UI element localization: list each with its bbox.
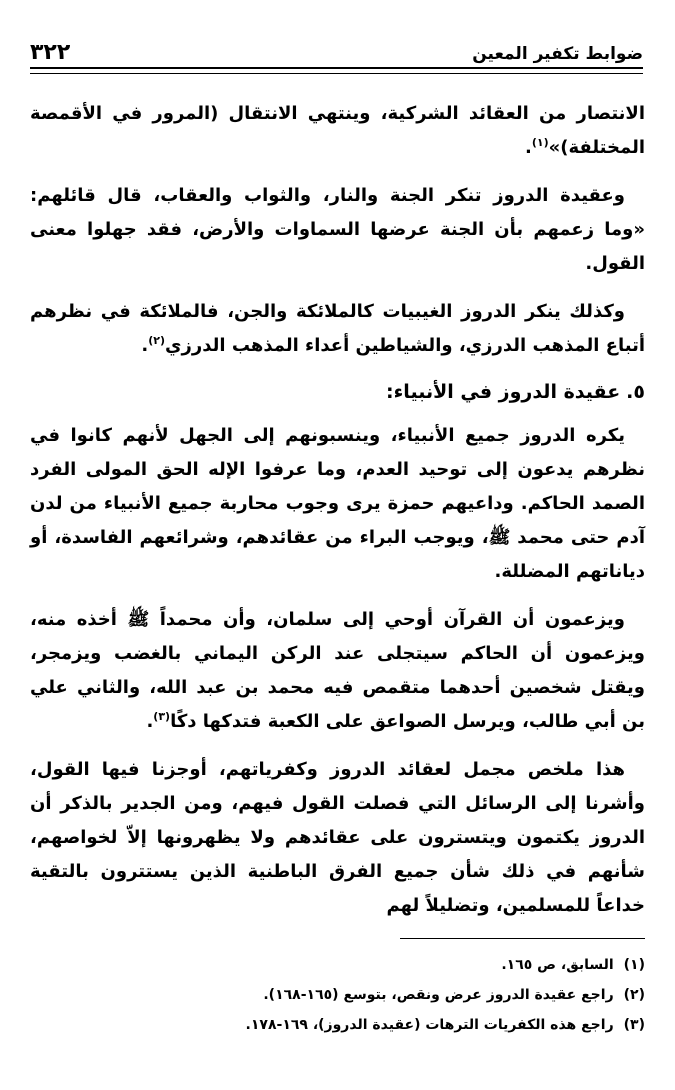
footnote-ref-3: (٣) (153, 710, 171, 723)
header-rule (30, 67, 643, 74)
paragraph-1: الانتصار من العقائد الشركية، وينتهي الانتقال (المرور في الأقمصة المختلفة)»$^{(١)}$. (30, 103, 645, 158)
page-number: ٣٢٢ (30, 40, 71, 65)
footnote-1: (١)السابق، ص ١٦٥. (501, 957, 645, 973)
footnote-ref-2: (٢) (148, 334, 165, 347)
footnotes (40, 950, 645, 1040)
main-text (30, 97, 645, 937)
footnote-separator (400, 938, 645, 939)
paragraph-5: ويزعمون أن القرآن أوحي إلى سلمان، وأن محمداً ﷺ أخذه منه، ويزعمون أن الحاكم سيتجلى عند الركن اليماني بالغضب ويزمجر، ويقتل شخصين أحدهما متقمص فيه محمد بن عبد الله، والثاني علي بن أبي طالب، ويرسل الصواعق على الكعبة فتدكها دكًا$^{(٣)}$. (30, 609, 645, 732)
paragraph-4: يكره الدروز جميع الأنبياء، وينسبونهم إلى الجهل لأنهم كانوا في نظرهم يدعون إلى توحيد العدم، وما عرفوا الإله الحق المولى الفرد الصمد الحاكم. وداعيهم حمزة يرى وجوب محاربة جميع الأنبياء من لدن آدم حتى محمد ﷺ، ويوجب البراء من عقائدهم، وشرائعهم الفاسدة، أو دياناتهم المضللة. (30, 425, 645, 582)
paragraph-2: وعقيدة الدروز تنكر الجنة والنار، والثواب والعقاب، قال قائلهم: «وما زعمهم بأن الجنة عرضها السماوات والأرض، فقد جهلوا معنى القول. (30, 185, 645, 274)
section-number: ٥. (626, 381, 645, 403)
paragraph-3: وكذلك ينكر الدروز الغيبيات كالملائكة والجن، فالملائكة في نظرهم أتباع المذهب الدرزي، والشياطين أعداء المذهب الدرزي$^{(٢)}$. (30, 301, 645, 356)
section-title: عقيدة الدروز في الأنبياء: (386, 381, 621, 403)
section-heading (30, 377, 645, 407)
running-title: ضوابط تكفير المعين (472, 44, 643, 64)
footnote-3: (٣)راجع هذه الكفريات الترهات (عقيدة الدروز)، ١٦٩-١٧٨. (245, 1017, 645, 1033)
footnote-2: (٢)راجع عقيدة الدروز عرض ونقص، بتوسع (١٦٥-١٦٨). (263, 987, 645, 1003)
footnote-ref-1: (١) (531, 136, 549, 149)
paragraph-6: هذا ملخص مجمل لعقائد الدروز وكفرياتهم، أوجزنا فيها القول، وأشرنا إلى الرسائل التي فصلت القول فيهم، ومن الجدير بالذكر أن الدروز يكتمون ويتسترون على عقائدهم ولا يظهرونها إلاّ لخواصهم، شأنهم في ذلك شأن جميع الفرق الباطنية الذين يستترون بالتقية خداعاً للمسلمين، وتضليلاً لهم (30, 759, 645, 916)
page-header (30, 34, 643, 78)
